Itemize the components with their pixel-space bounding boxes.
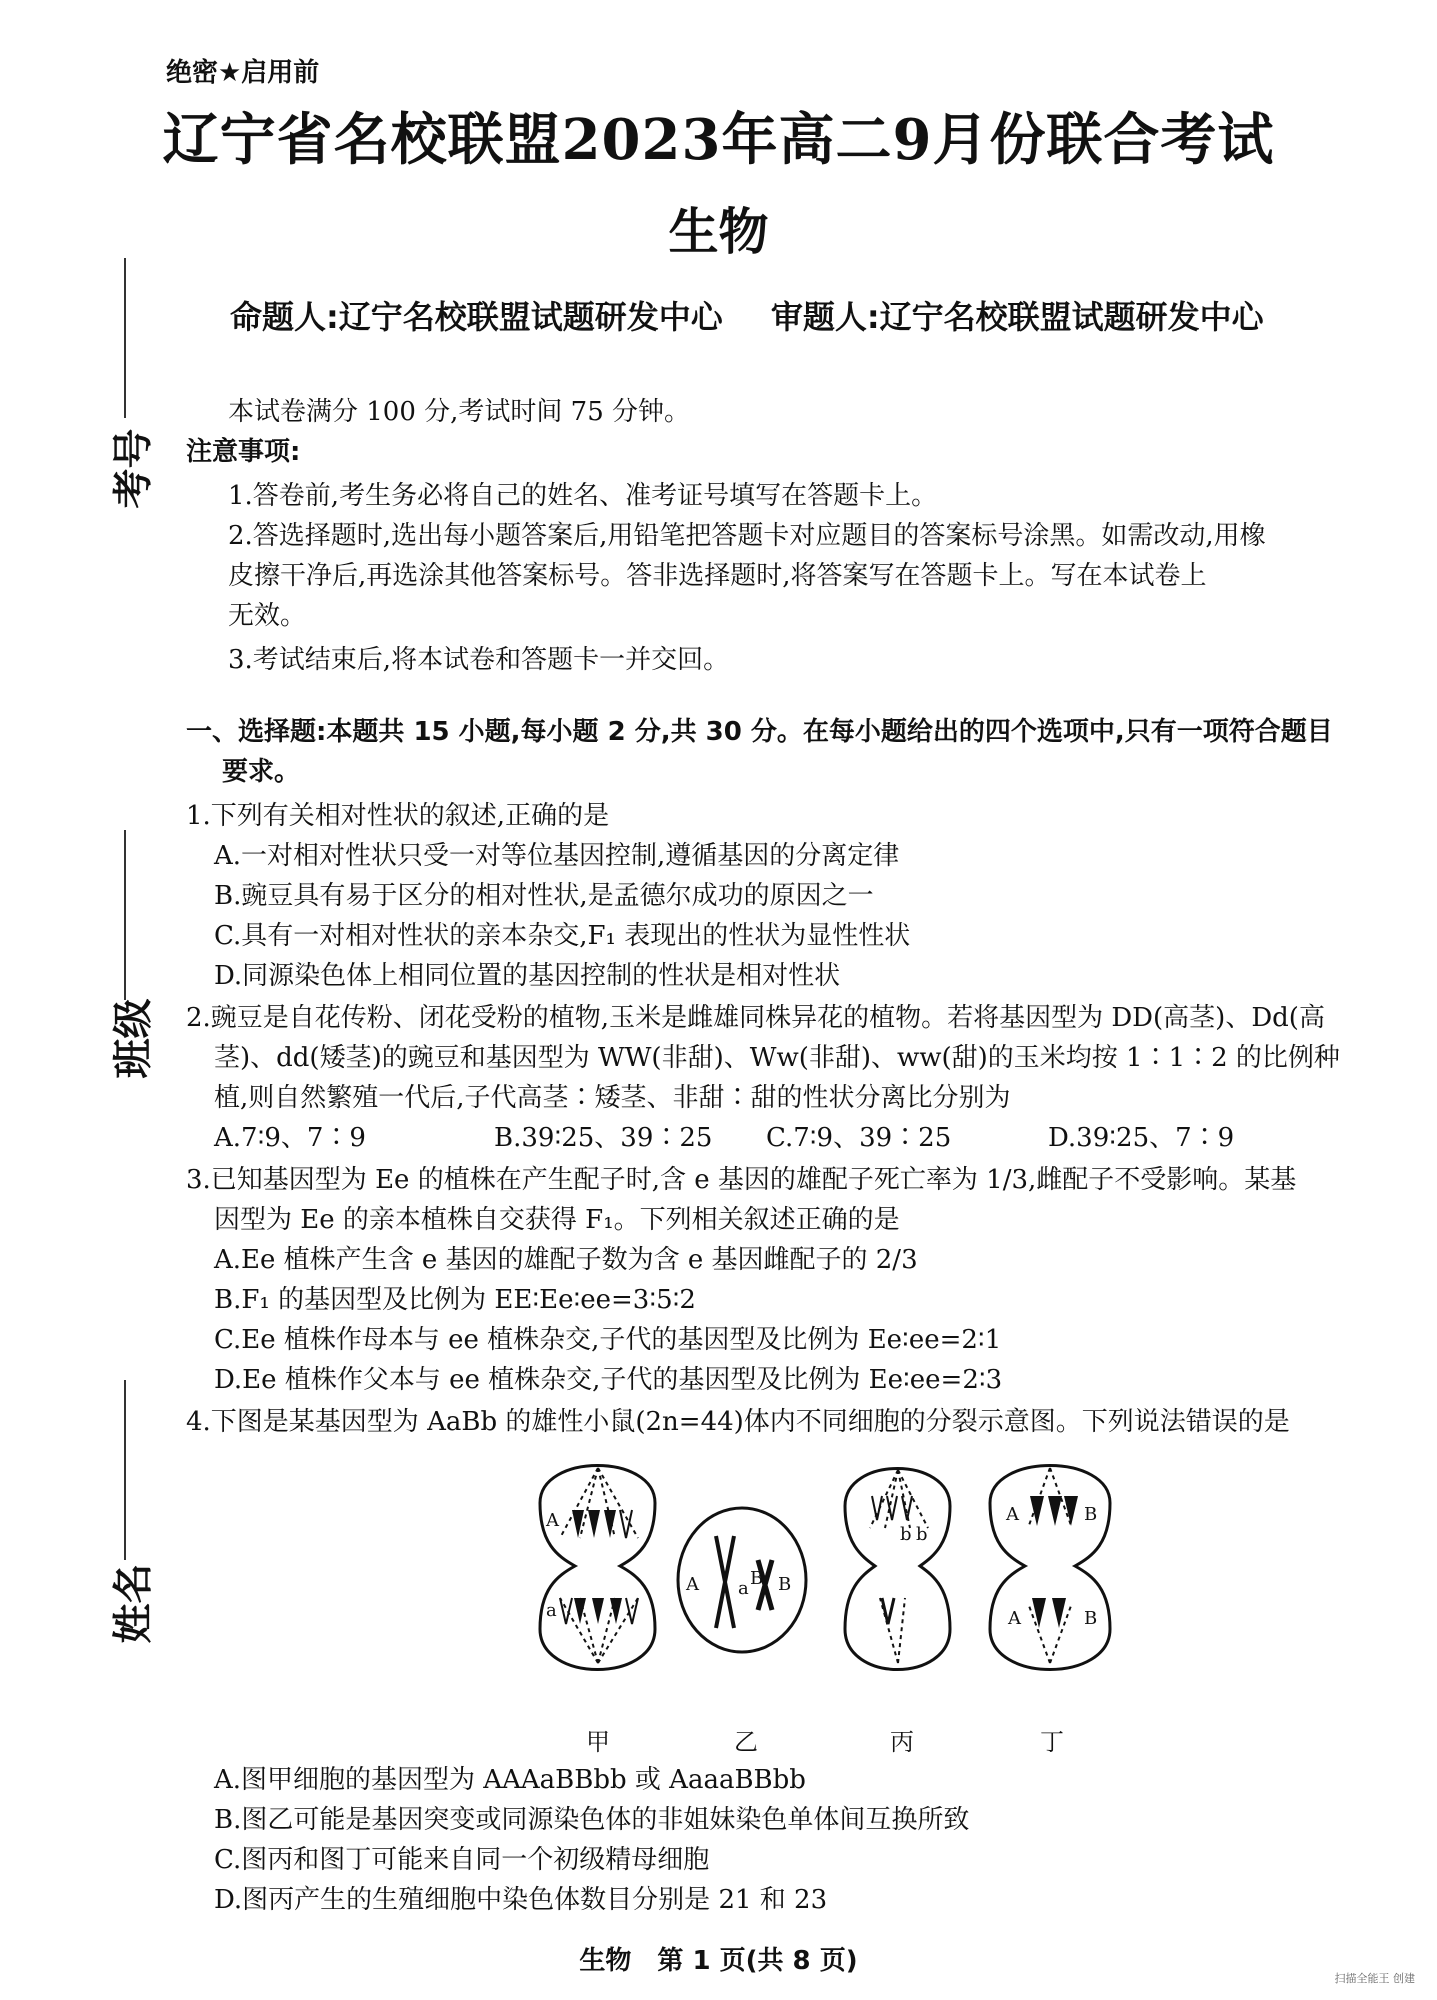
section-1-heading: 一、选择题:本题共 15 小题,每小题 2 分,共 30 分。在每小题给出的四个选项中,只有一项符合题目 <box>186 717 1333 747</box>
q1-stem: 1.下列有关相对性状的叙述,正确的是 <box>186 801 610 831</box>
exam-no-label: 考号 <box>110 428 157 509</box>
cell-jia <box>540 1466 655 1670</box>
gene-label-yi-a: a <box>738 1578 749 1599</box>
author: 命题人:辽宁名校联盟试题研发中心 <box>230 298 723 336</box>
gene-label-yi-A: A <box>686 1574 699 1595</box>
gene-label-ding-B2: B <box>1084 1608 1098 1629</box>
q4-option-b: B.图乙可能是基因突变或同源染色体的非姐妹染色单体间互换所致 <box>214 1805 970 1835</box>
q3-option-b: B.F₁ 的基因型及比例为 EE∶Ee∶ee=3∶5∶2 <box>214 1285 696 1315</box>
q2-option-b: B.39∶25、39∶25 <box>494 1123 713 1153</box>
q2-stem-line-1: 2.豌豆是自花传粉、闭花受粉的植物,玉米是雌雄同株异花的植物。若将基因型为 DD(高茎)、Dd(高 <box>186 1003 1325 1033</box>
q3-option-a: A.Ee 植株产生含 e 基因的雄配子数为含 e 基因雌配子的 2/3 <box>214 1245 918 1275</box>
notice-item-2-line-3: 无效。 <box>228 601 307 631</box>
cell-bing <box>845 1469 950 1670</box>
gene-label-jia-a: a <box>546 1600 557 1621</box>
cell-ding <box>990 1466 1110 1670</box>
subject-title: 生物 <box>668 203 769 261</box>
gene-label-bing-b2: b <box>916 1524 928 1545</box>
q2-option-c: C.7∶9、39∶25 <box>766 1123 952 1153</box>
q1-option-c: C.具有一对相对性状的亲本杂交,F₁ 表现出的性状为显性性状 <box>214 921 911 951</box>
figure-label-yi: 乙 <box>734 1728 758 1756</box>
exam-no-line <box>124 258 126 418</box>
q3-stem-line-1: 3.已知基因型为 Ee 的植株在产生配子时,含 e 基因的雄配子死亡率为 1/3,雌配子不受影响。某基 <box>186 1165 1297 1195</box>
cell-division-figure <box>520 1448 1180 1708</box>
reviewer: 审题人:辽宁名校联盟试题研发中心 <box>770 298 1264 336</box>
gene-label-ding-B1: B <box>1084 1504 1098 1525</box>
q2-option-a: A.7∶9、7∶9 <box>214 1123 366 1153</box>
q1-option-d: D.同源染色体上相同位置的基因控制的性状是相对性状 <box>214 961 841 991</box>
class-line <box>124 830 126 1000</box>
q2-option-d: D.39∶25、7∶9 <box>1048 1123 1235 1153</box>
intro-text: 本试卷满分 100 分,考试时间 75 分钟。 <box>228 397 691 427</box>
page-footer: 生物 第 1 页(共 8 页) <box>579 1946 858 1976</box>
q2-stem-line-3: 植,则自然繁殖一代后,子代高茎∶矮茎、非甜∶甜的性状分离比分别为 <box>214 1083 1011 1113</box>
notice-item-2-line-2: 皮擦干净后,再选涂其他答案标号。答非选择题时,将答案写在答题卡上。写在本试卷上 <box>228 561 1207 591</box>
gene-label-jia-A: A <box>546 1510 559 1531</box>
q4-option-d: D.图丙产生的生殖细胞中染色体数目分别是 21 和 23 <box>214 1885 828 1915</box>
figure-label-jia: 甲 <box>586 1728 610 1756</box>
q3-option-c: C.Ee 植株作母本与 ee 植株杂交,子代的基因型及比例为 Ee∶ee=2∶1 <box>214 1325 1002 1355</box>
q1-option-b: B.豌豆具有易于区分的相对性状,是孟德尔成功的原因之一 <box>214 881 874 911</box>
gene-label-bing-b1: b <box>900 1524 912 1545</box>
q2-stem-line-2: 茎)、dd(矮茎)的豌豆和基因型为 WW(非甜)、Ww(非甜)、ww(甜)的玉米均按 1∶1∶2 的比例种 <box>214 1043 1340 1073</box>
q4-option-a: A.图甲细胞的基因型为 AAAaBBbb 或 AaaaBBbb <box>214 1765 806 1795</box>
gene-label-yi-B1: B <box>750 1568 764 1589</box>
notice-item-1: 1.答卷前,考生务必将自己的姓名、准考证号填写在答题卡上。 <box>228 481 938 511</box>
gene-label-ding-A1: A <box>1006 1504 1019 1525</box>
exam-title: 辽宁省名校联盟2023年高二9月份联合考试 <box>162 107 1275 173</box>
q4-option-c: C.图丙和图丁可能来自同一个初级精母细胞 <box>214 1845 710 1875</box>
figure-label-bing: 丙 <box>890 1728 914 1756</box>
figure-label-ding: 丁 <box>1040 1728 1064 1756</box>
name-label: 姓名 <box>110 1563 157 1644</box>
notice-item-2-line-1: 2.答选择题时,选出每小题答案后,用铅笔把答题卡对应题目的答案标号涂黑。如需改动,用橡 <box>228 521 1266 551</box>
class-label: 班级 <box>110 998 157 1079</box>
authors-line <box>230 292 1264 338</box>
confidential-mark: 绝密★启用前 <box>166 58 320 88</box>
gene-label-ding-A2: A <box>1008 1608 1021 1629</box>
q3-option-d: D.Ee 植株作父本与 ee 植株杂交,子代的基因型及比例为 Ee∶ee=2∶3 <box>214 1365 1003 1395</box>
name-line <box>124 1380 126 1560</box>
section-1-heading-cont: 要求。 <box>222 757 301 787</box>
notice-title: 注意事项: <box>186 437 301 467</box>
notice-item-3: 3.考试结束后,将本试卷和答题卡一并交回。 <box>228 645 730 675</box>
scanner-watermark: 扫描全能王 创建 <box>1334 1972 1415 1985</box>
q1-option-a: A.一对相对性状只受一对等位基因控制,遵循基因的分离定律 <box>214 841 900 871</box>
gene-label-yi-B2: B <box>778 1574 792 1595</box>
q3-stem-line-2: 因型为 Ee 的亲本植株自交获得 F₁。下列相关叙述正确的是 <box>214 1205 900 1235</box>
q4-stem: 4.下图是某基因型为 AaBb 的雄性小鼠(2n=44)体内不同细胞的分裂示意图。下列说法错误的是 <box>186 1407 1290 1437</box>
